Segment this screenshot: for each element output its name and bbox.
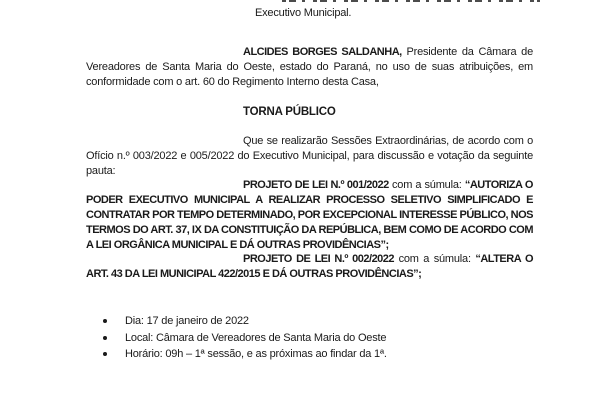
signer-name: ALCIDES BORGES SALDANHA, [243, 46, 402, 58]
quoted-block-last-line: Executivo Municipal. [255, 7, 352, 19]
opening-paragraph [86, 45, 533, 89]
announcement-paragraph [86, 134, 533, 178]
session-time: Horário: 09h – 1ª sessão, e as próximas ao findar da 1ª. [125, 348, 387, 361]
project-001-connector: com a súmula: [388, 179, 465, 192]
project-001-label: PROJETO DE LEI N.º 001/2022 [243, 179, 389, 192]
project-item-001 [86, 178, 533, 252]
project-002-connector: com a súmula: [394, 253, 476, 266]
heading-torna-publico: TORNA PÚBLICO [243, 106, 336, 118]
opening-paragraph-text: Presidente da Câmara de Vereadores de Santa Maria do Oeste, estado do Paraná, no uso de suas atribuições, em conformidade com o art. 60 do Regimento Interno desta Casa, [86, 46, 534, 88]
bullet-icon [103, 336, 107, 340]
session-date: Dia: 17 de janeiro de 2022 [125, 315, 249, 327]
session-details-list [86, 313, 546, 363]
bullet-icon [103, 352, 107, 356]
document-body [86, 134, 533, 282]
project-item-002 [86, 252, 533, 282]
list-item-time [86, 346, 546, 363]
clipped-text-line [282, 0, 540, 2]
project-002-sumula: “ALTERA O ART. 43 DA LEI MUNICIPAL 422/2015 E DÁ OUTRAS PROVIDÊNCIAS”; [86, 253, 534, 281]
announcement-text: Que se realizarão Sessões Extraordinárias, de acordo com o Ofício n.º 003/2022 e 005/2022 do Executivo Municipal, para discussão e votação da seguinte pauta: [86, 135, 533, 177]
project-002-label: PROJETO DE LEI N.º 002/2022 [243, 253, 395, 266]
bullet-icon [103, 319, 107, 323]
list-item-date [86, 313, 546, 330]
session-location: Local: Câmara de Vereadores de Santa Maria do Oeste [125, 331, 387, 344]
project-001-sumula: “AUTORIZA O PODER EXECUTIVO MUNICIPAL A REALIZAR PROCESSO SELETIVO SIMPLIFICADO E CONTRATAR POR TEMPO DETERMINADO, POR EXCEPCIONAL INTERESSE PÚBLICO, NOS TERMOS DO ART. 37, IX DA CONSTITUIÇÃO DA REPÚBLICA, BEM COMO DE ACORDO COM A LEI ORGÂNICA MUNICIPAL E DÁ OUTRAS PROVIDÊNCIAS”; [86, 179, 533, 251]
list-item-location [86, 330, 546, 347]
